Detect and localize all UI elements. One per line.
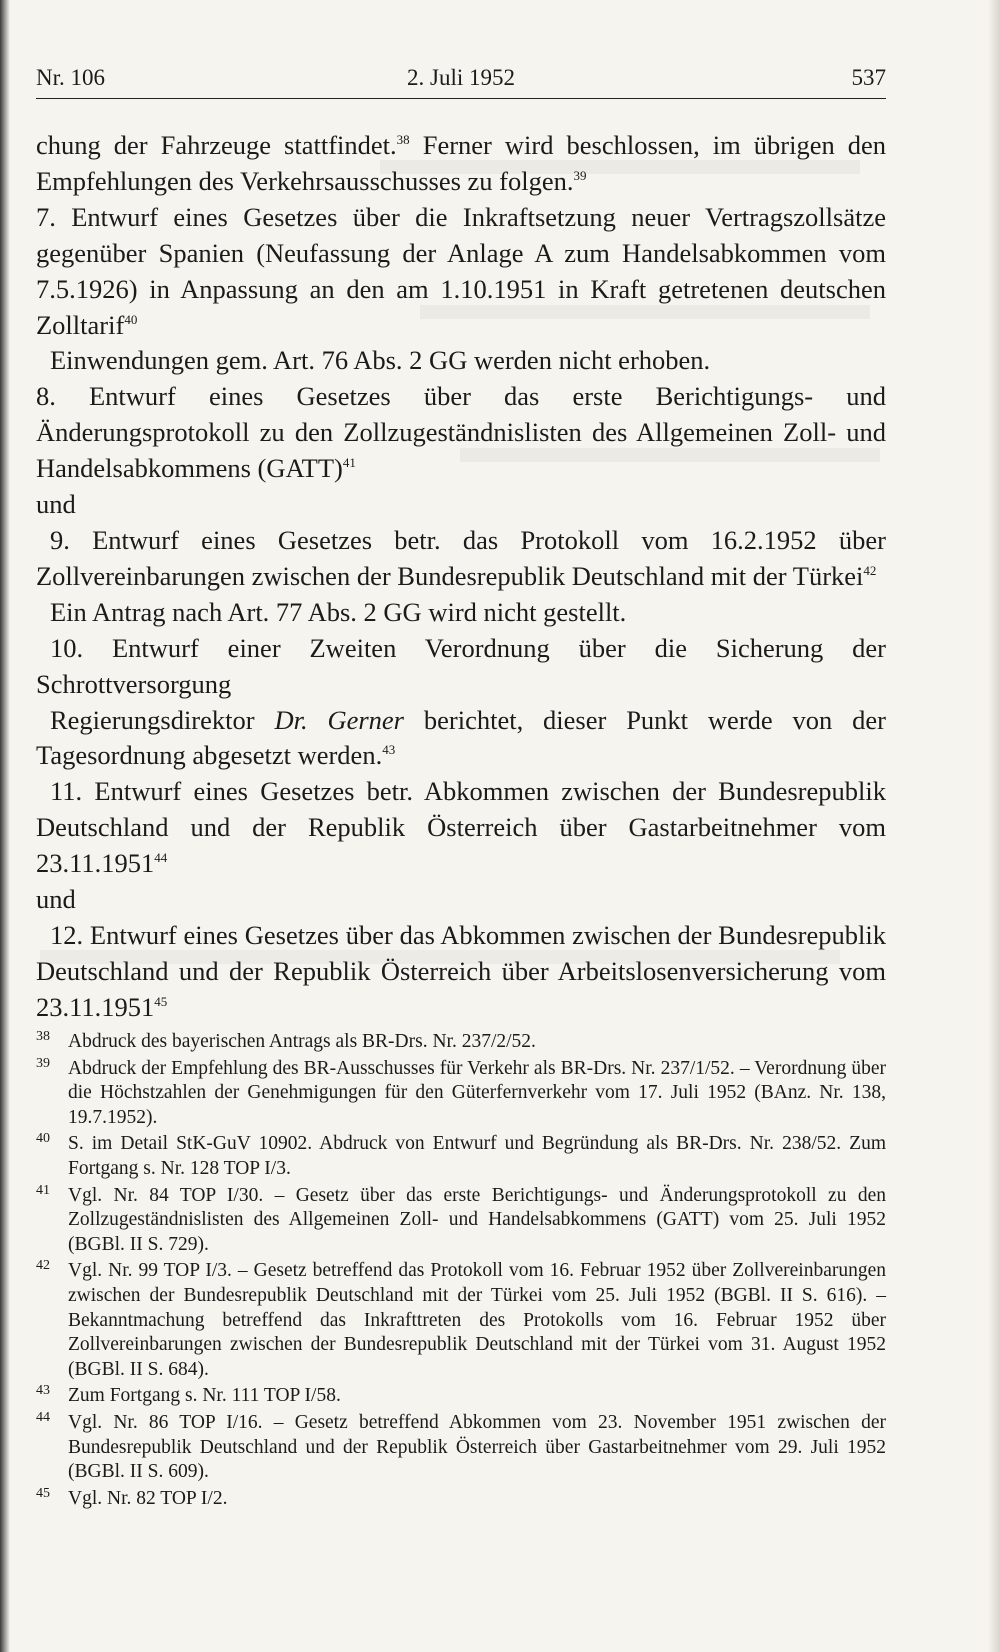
footnote-number: 45 [36,1485,50,1501]
footnote [36,1384,886,1409]
footnote-text: Vgl. Nr. 82 TOP I/2. [68,1487,228,1509]
footnote-ref: 45 [154,993,168,1009]
footnote-number: 43 [36,1383,50,1399]
footnote-text: Zum Fortgang s. Nr. 111 TOP I/58. [68,1385,341,1407]
footnote [36,1057,886,1131]
footnote [36,1184,886,1258]
footnote-text: S. im Detail StK-GuV 10902. Abdruck von Entwurf und Begründung als BR-Drs. Nr. 238/52. Zum Fortgang s. Nr. 128 TOP I/3. [68,1133,886,1179]
footnote-ref: 41 [342,455,356,471]
footnote-text: Vgl. Nr. 86 TOP I/16. – Gesetz betreffend Abkommen vom 23. November 1951 zwischen der Bundesrepublik Deutschland und der Republik Österreich über Gastarbeitnehmer vom 29. Juli 1952 (BGBl. II S. 609). [68,1411,886,1483]
page-binding-shadow [0,0,10,1652]
agenda-item-9: 9. Entwurf eines Gesetzes betr. das Protokoll vom 16.2.1952 über Zollvereinbarungen zwischen der Bundesrepublik Deutschland mit der Türkei$^{42}$ [36,524,886,591]
report-text: Regierungsdirektor Dr. Gerner berichtet, dieser Punkt werde von der Tagesordnung abgesetzt werden.$^{43}$ [36,704,886,771]
footnote [36,1487,886,1512]
header-date: 2. Juli 1952 [407,65,515,90]
footnote-number: 41 [36,1182,50,1198]
paragraph: chung der Fahrzeuge stattfindet.$^{38}$ Ferner wird beschlossen, im übrigen den Empfehlungen des Verkehrsausschusses zu folgen.$^{39}$ [36,130,887,196]
conjunction: und [36,884,76,915]
footnote-text: Vgl. Nr. 99 TOP I/3. – Gesetz betreffend das Protokoll vom 16. Februar 1952 über Zollvereinbarungen zwischen der Bundesrepublik Deutschland mit der Türkei vom 25. Juli 1952 (BGBl. II S. 616). – Bekanntmachung betreffend das Inkrafttreten des Protokolls vom 16. Februar 1952 über Zollvereinbarungen zwischen der Bundesrepublik Deutschland mit der Türkei vom 31. August 1952 (BGBl. II S. 684). [68,1260,886,1380]
footnote [36,1411,886,1485]
decision-text: Einwendungen gem. Art. 76 Abs. 2 GG werden nicht erhoben. [50,345,711,376]
page-edge [988,0,1000,1652]
footnote [36,1259,886,1382]
document-number: Nr. 106 [36,65,105,90]
footnote-number: 40 [36,1131,50,1147]
footnote-ref: 38 [396,132,410,148]
footnotes-section [36,1030,886,1513]
footnote-ref: 42 [863,563,877,579]
footnote-text: Abdruck der Empfehlung des BR-Ausschusses für Verkehr als BR-Drs. Nr. 237/1/52. – Verordnung über die Höchstzahlen der Genehmigungen für den Güterfernverkehr vom 17. Juli 1952 (BAnz. Nr. 138, 19.7.1952). [68,1057,886,1128]
person-name: Dr. Gerner [274,704,404,735]
footnote-text: Vgl. Nr. 84 TOP I/30. – Gesetz über das erste Berichtigungs- und Änderungsprotokoll zu den Zollzugeständnislisten des Allgemeinen Zoll- und Handelsabkommens (GATT) vom 25. Juli 1952 (BGBl. II S. 729). [68,1184,886,1255]
footnote [36,1132,886,1181]
footnote-ref: 39 [573,168,587,184]
main-text [36,128,886,1026]
footnote [36,1030,886,1055]
footnote-ref: 44 [154,850,168,866]
footnote-number: 44 [36,1409,50,1425]
agenda-item-11: 11. Entwurf eines Gesetzes betr. Abkommen zwischen der Bundesrepublik Deutschland und der Republik Österreich über Gastarbeitnehmer vom 23.11.1951$^{44}$ [36,776,886,879]
footnote-number: 39 [36,1055,50,1071]
conjunction: und [36,489,76,520]
agenda-item-10: 10. Entwurf einer Zweiten Verordnung über die Sicherung der Schrottversorgung [36,632,886,699]
footnote-number: 38 [36,1029,50,1044]
footnote-ref: 43 [382,742,396,758]
agenda-item-7: 7. Entwurf eines Gesetzes über die Inkraftsetzung neuer Vertragszollsätze gegenüber Spanien (Neufassung der Anlage A zum Handelsabkommen vom 7.5.1926) in Anpassung an den am 1.10.1951 in Kraft getretenen deutschen Zolltarif$^{40}$ [36,201,886,340]
footnote-number: 42 [36,1258,50,1274]
decision-text: Ein Antrag nach Art. 77 Abs. 2 GG wird nicht gestellt. [50,596,627,627]
page-number: 537 [851,65,886,90]
footnote-text: Abdruck des bayerischen Antrags als BR-Drs. Nr. 237/2/52. [68,1031,536,1052]
agenda-item-8: 8. Entwurf eines Gesetzes über das erste Berichtigungs- und Änderungsprotokoll zu den Zollzugeständnislisten des Allgemeinen Zoll- und Handelsabkommens (GATT)$^{41}$ [36,381,886,484]
footnote-ref: 40 [124,311,138,327]
agenda-item-12: 12. Entwurf eines Gesetzes über das Abkommen zwischen der Bundesrepublik Deutschland und der Republik Österreich über Arbeitslosenversicherung vom 23.11.1951$^{45}$ [36,919,886,1022]
running-header [36,64,886,99]
